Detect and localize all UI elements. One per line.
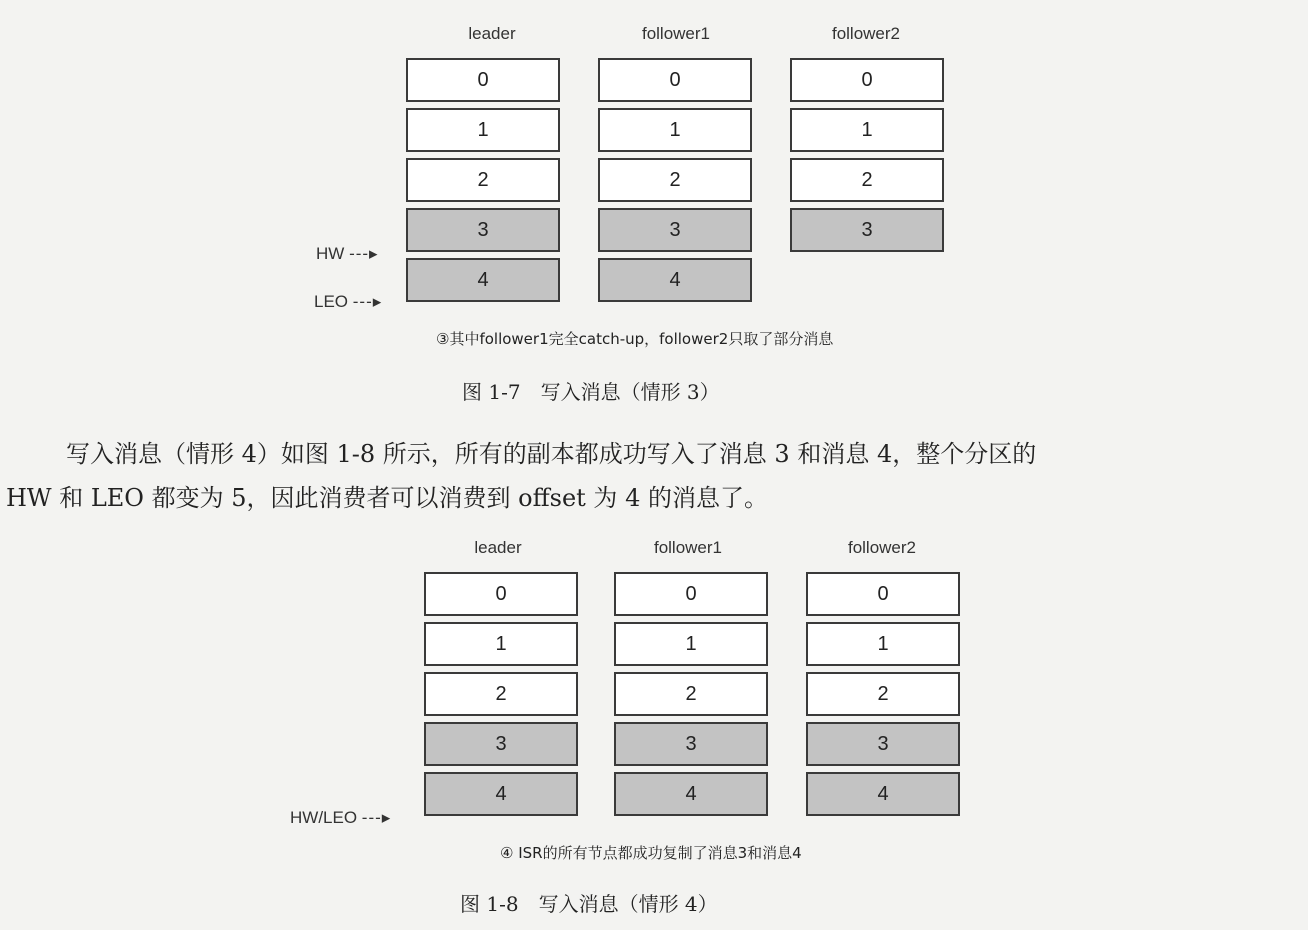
log-cell-uncommitted: 4 [598, 258, 752, 302]
figure-1-7 [0, 0, 1308, 370]
log-cell: 0 [614, 572, 768, 616]
log-cell: 2 [406, 158, 560, 202]
hw-leo-pointer [290, 808, 391, 828]
hw-pointer [316, 244, 379, 264]
log-cell-committed: 4 [424, 772, 578, 816]
arrow-right-icon: ---▸ [361, 808, 392, 827]
leo-pointer [314, 292, 382, 312]
arrow-right-icon: ---▸ [352, 292, 383, 311]
leo-label: LEO [314, 292, 349, 311]
log-cell: 2 [424, 672, 578, 716]
log-cell: 0 [598, 58, 752, 102]
hw-label: HW [316, 244, 345, 263]
column-label-leader: leader [474, 538, 522, 557]
log-cell-committed: 3 [614, 722, 768, 766]
log-cell-uncommitted: 3 [406, 208, 560, 252]
arrow-right-icon: ---▸ [349, 244, 379, 263]
log-cell-uncommitted: 3 [598, 208, 752, 252]
log-cell: 0 [806, 572, 960, 616]
log-cell-committed: 4 [614, 772, 768, 816]
hw-leo-label: HW/LEO [290, 808, 358, 827]
log-cell-committed: 3 [424, 722, 578, 766]
log-cell: 1 [806, 622, 960, 666]
log-cell: 1 [598, 108, 752, 152]
figure-note: ④ ISR的所有节点都成功复制了消息3和消息4 [500, 844, 802, 862]
log-cell: 1 [790, 108, 944, 152]
log-cell: 2 [806, 672, 960, 716]
column-label-leader: leader [468, 24, 516, 43]
paragraph-line: 写入消息（情形 4）如图 1-8 所示，所有的副本都成功写入了消息 3 和消息 4，整个分区的 [66, 440, 1037, 468]
paragraph-line: HW 和 LEO 都变为 5，因此消费者可以消费到 offset 为 4 的消息了。 [6, 484, 768, 512]
log-cell-committed: 3 [806, 722, 960, 766]
log-cell: 2 [614, 672, 768, 716]
column-label-follower1: follower1 [641, 24, 711, 43]
log-cell: 1 [614, 622, 768, 666]
figure-caption: 图 1-8 写入消息（情形 4） [460, 892, 718, 916]
column-label-follower2: follower2 [831, 24, 901, 43]
figure-note: ③其中follower1完全catch-up，follower2只取了部分消息 [436, 330, 834, 348]
log-cell-uncommitted: 3 [790, 208, 944, 252]
log-cell: 1 [424, 622, 578, 666]
log-cell: 0 [406, 58, 560, 102]
figure-caption: 图 1-7 写入消息（情形 3） [462, 380, 720, 404]
log-cell: 2 [598, 158, 752, 202]
log-cell: 1 [406, 108, 560, 152]
log-cell-committed: 4 [806, 772, 960, 816]
log-cell: 0 [424, 572, 578, 616]
log-cell-uncommitted: 4 [406, 258, 560, 302]
figure-1-8 [0, 530, 1308, 920]
column-label-follower1: follower1 [653, 538, 723, 557]
log-cell: 2 [790, 158, 944, 202]
column-label-follower2: follower2 [847, 538, 917, 557]
log-cell: 0 [790, 58, 944, 102]
